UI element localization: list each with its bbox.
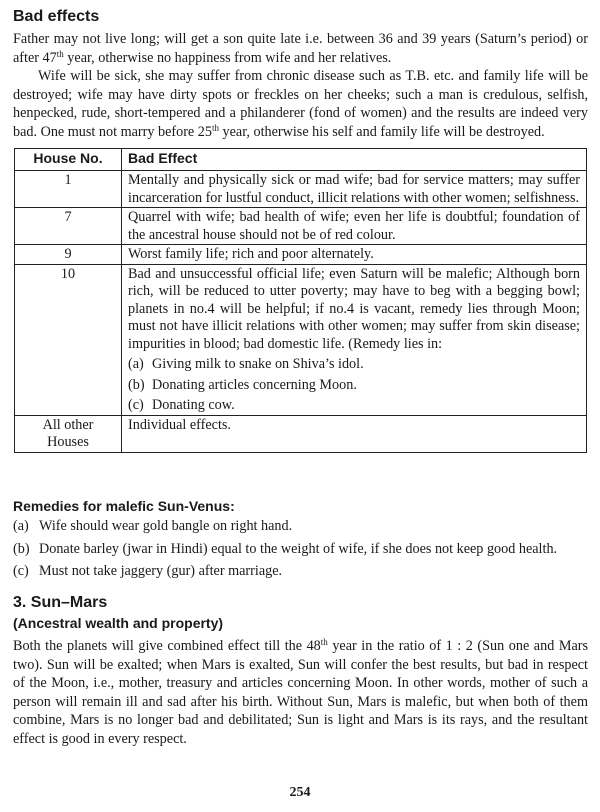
- table-row: [15, 264, 587, 415]
- section-heading-bad-effects: Bad effects: [13, 8, 100, 25]
- remedy-item: [13, 517, 588, 536]
- paragraph-father: [13, 30, 588, 67]
- house-cell: 1: [15, 171, 122, 208]
- paragraph-text: Father may not live long; will get a son quite late i.e. between 36 and 39 years (Saturn’s period) or after 47: [13, 31, 588, 66]
- paragraph-text: Wife will be sick, she may suffer from chronic disease such as T.B. etc. and family life will be destroyed; wife may have dirty spots or freckles on her cheeks; such a man is credulous, selfish, henpecked, rude, short-tempered and a philanderer (fond of women) and the results are indeed very bad. One must not marry before 25: [13, 68, 588, 140]
- effect-cell: Mentally and physically sick or mad wife; bad for service matters; may suffer incarceration for lustful conduct, illicit relations with other women; selfishness.: [122, 171, 587, 208]
- paragraph-text: year in the ratio of 1 : 2 (Sun one and Mars two). Sun will be exalted; when Mars is exalted, Sun will confer the best results, but bad in respect of the Moon, i.e., mother, treasury and articles concerning Moon. In other words, mother of such a person will remain ill and sad after his birth. Without Sun, Mars is malefic, but when both of them combine, Mars is no longer bad and debilitated; Sun is light and Mars is its rays, and the resultant effect is good in every respect.: [13, 638, 588, 747]
- remedy-label: (c): [13, 563, 29, 579]
- effect-cell: Quarrel with wife; bad health of wife; even her life is doubtful; foundation of the ancestral house should not be of red colour.: [122, 208, 587, 245]
- effect-cell: [122, 264, 587, 415]
- house-cell: 10: [15, 264, 122, 415]
- remedy-item: [13, 540, 588, 559]
- remedy-sub-item: [128, 377, 580, 395]
- remedies-heading: Remedies for malefic Sun-Venus:: [13, 498, 235, 514]
- section-heading-sun-mars: 3. Sun–Mars: [13, 594, 108, 611]
- paragraph-text: year, otherwise no happiness from wife and her relatives.: [63, 49, 392, 66]
- table-row: [15, 245, 587, 265]
- section-subheading: (Ancestral wealth and property): [13, 615, 224, 631]
- remedy-label: (a): [13, 518, 29, 534]
- column-header-effect: Bad Effect: [122, 149, 587, 171]
- sub-item-label: (c): [128, 397, 144, 413]
- paragraph-wife: [13, 67, 588, 141]
- remedy-sub-item: [128, 397, 580, 415]
- table-row: [15, 171, 587, 208]
- sub-item-label: (b): [128, 376, 145, 393]
- sub-item-text: Giving milk to snake on Shiva’s idol.: [152, 356, 364, 372]
- house-cell: 7: [15, 208, 122, 245]
- table-row: [15, 415, 587, 452]
- table-header-row: [15, 149, 587, 171]
- house-cell: All other Houses: [15, 415, 122, 452]
- sub-item-text: Donating articles concerning Moon.: [152, 376, 357, 393]
- effect-cell: Individual effects.: [122, 415, 587, 452]
- remedy-text: Donate barley (jwar in Hindi) equal to the weight of wife, if she does not keep good health.: [39, 541, 558, 557]
- paragraph-text: year, otherwise his self and family life will be destroyed.: [218, 123, 545, 140]
- page-number: 254: [289, 785, 311, 800]
- table-row: [15, 208, 587, 245]
- remedy-text: Wife should wear gold bangle on right hand.: [39, 518, 293, 534]
- superscript: th: [56, 48, 64, 59]
- paragraph-sun-mars: [13, 637, 588, 748]
- superscript: th: [211, 122, 219, 133]
- superscript: th: [320, 637, 328, 647]
- remedy-text: Must not take jaggery (gur) after marriage.: [39, 563, 283, 579]
- sub-item-text: Donating cow.: [152, 397, 235, 413]
- paragraph-text: Both the planets will give combined effect till the 48: [13, 638, 321, 654]
- effect-text: Bad and unsuccessful official life; even Saturn will be malefic; Although born rich, will be reduced to utter poverty; may have to beg with a begging bowl; planets in no.4 will be helpful; if no.4 is vacant, remedy lies through Moon; must not have illicit relations with other women; may suffer from skin disease; impurities in blood; bad domestic life. (Remedy lies in:: [128, 265, 580, 352]
- bad-effects-table: [14, 148, 587, 453]
- house-cell: 9: [15, 245, 122, 265]
- remedy-sub-item: [128, 356, 580, 374]
- remedy-label: (b): [13, 541, 30, 557]
- effect-cell: Worst family life; rich and poor alternately.: [122, 245, 587, 265]
- remedy-item: [13, 562, 588, 581]
- sub-item-label: (a): [128, 356, 144, 372]
- column-header-house: House No.: [15, 149, 122, 171]
